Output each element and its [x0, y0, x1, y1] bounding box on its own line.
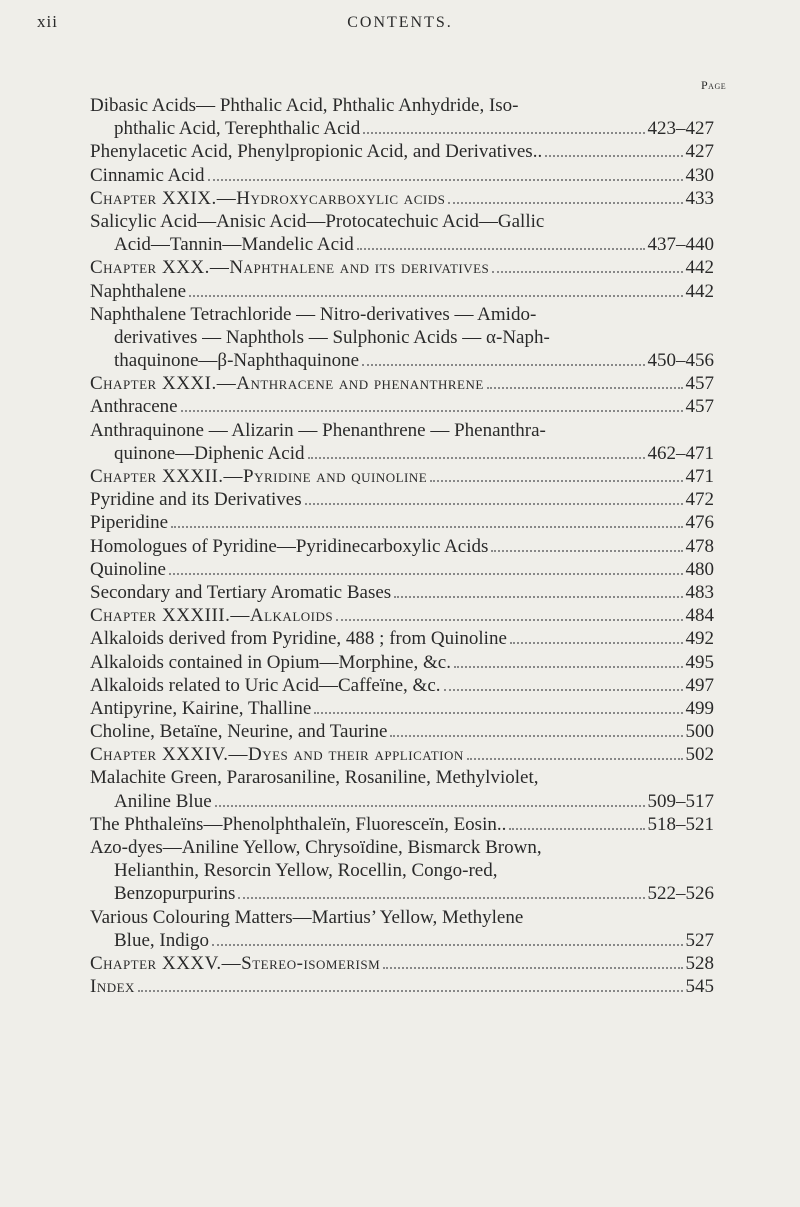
toc-line [90, 280, 714, 303]
dot-leader [487, 387, 683, 389]
entry-text: Naphthalene Tetrachloride — Nitro-derivatives — Amido- [90, 303, 537, 325]
entry-text: The Phthaleïns—Phenolphthaleïn, Fluoresceïn, Eosin.. [90, 813, 507, 835]
toc-entry [90, 140, 714, 163]
toc-entry [90, 836, 714, 906]
dot-leader [545, 155, 682, 157]
page-reference: 518–521 [647, 813, 714, 835]
toc-line [90, 117, 714, 140]
dot-leader [171, 526, 682, 528]
toc-line [90, 790, 714, 813]
page-reference: 522–526 [647, 883, 714, 905]
toc-line [90, 627, 714, 650]
toc-line [90, 419, 714, 442]
dot-leader [336, 619, 682, 621]
entry-text: Antipyrine, Kairine, Thalline [90, 697, 312, 719]
toc-line [90, 766, 714, 789]
page-number: xii [37, 12, 58, 31]
toc-chapter-entry [90, 465, 714, 488]
entry-text: Secondary and Tertiary Aromatic Bases [90, 581, 392, 603]
dot-leader [394, 596, 682, 598]
chapter-heading: Chapter XXX.—Naphthalene and its derivatives [90, 257, 490, 279]
page-reference: 471 [685, 466, 714, 487]
toc-entry [90, 511, 714, 534]
toc-entry [90, 813, 714, 836]
page-reference: 423–427 [647, 118, 714, 140]
running-header [0, 6, 800, 42]
dot-leader [189, 295, 682, 297]
entry-text: Azo-dyes—Aniline Yellow, Chrysoïdine, Bismarck Brown, [90, 837, 542, 858]
dot-leader [215, 805, 645, 807]
toc-chapter-entry [90, 975, 714, 998]
entry-text: Aniline Blue [114, 790, 212, 812]
toc-entry [90, 766, 714, 812]
dot-leader [138, 990, 683, 992]
toc-line [90, 349, 714, 372]
page-reference: 462–471 [647, 442, 714, 464]
dot-leader [208, 179, 683, 181]
toc-line [90, 442, 714, 465]
toc-entry [90, 651, 714, 674]
entry-text: Choline, Betaïne, Neurine, and Taurine [90, 721, 388, 743]
toc-line [90, 465, 714, 488]
toc-entry [90, 419, 714, 465]
entry-text: Quinoline [90, 558, 166, 580]
dot-leader [363, 132, 644, 134]
entry-text: Anthracene [90, 396, 178, 418]
entry-text: Naphthalene [90, 280, 187, 302]
page-reference: 492 [685, 628, 714, 650]
page-reference: 457 [685, 373, 714, 395]
chapter-heading: Chapter XXXIV.—Dyes and their application [90, 744, 464, 766]
toc-line [90, 975, 714, 998]
toc-line [90, 581, 714, 604]
entry-text: Salicylic Acid—Anisic Acid—Protocatechuic Acid—Gallic [90, 210, 545, 232]
page-reference: 480 [685, 558, 714, 580]
toc-chapter-entry [90, 187, 714, 210]
page-reference: 509–517 [647, 790, 714, 812]
toc-chapter-entry [90, 372, 714, 395]
toc-line [90, 210, 714, 233]
chapter-heading: Index [90, 976, 135, 998]
toc-entry [90, 558, 714, 581]
dot-leader [430, 480, 682, 482]
entry-text: Blue, Indigo [114, 929, 209, 951]
page-reference: 527 [685, 929, 714, 951]
dot-leader [357, 248, 645, 250]
toc-entry [90, 210, 714, 256]
toc-entry [90, 581, 714, 604]
toc-line [90, 558, 714, 581]
entry-text: Dibasic Acids— Phthalic Acid, Phthalic Anhydride, Iso- [90, 95, 519, 116]
dot-leader [467, 758, 683, 760]
toc-line [90, 697, 714, 720]
toc-line [90, 372, 714, 395]
toc-line [90, 720, 714, 743]
toc-chapter-entry [90, 952, 714, 975]
page-reference: 430 [685, 164, 714, 186]
toc-chapter-entry [90, 743, 714, 766]
page-column-label: Page [701, 78, 727, 92]
entry-text: Helianthin, Resorcin Yellow, Rocellin, Congo-red, [114, 860, 498, 882]
toc-entry [90, 627, 714, 650]
toc-line [90, 674, 714, 697]
toc-entry [90, 674, 714, 697]
page-reference: 472 [685, 489, 714, 511]
toc-line [90, 929, 714, 952]
page-reference: 427 [685, 141, 714, 163]
dot-leader [383, 967, 682, 969]
page-reference: 433 [685, 187, 714, 209]
entry-text: Phenylacetic Acid, Phenylpropionic Acid, and Derivatives.. [90, 141, 543, 163]
entry-text: thaquinone—β-Naphthaquinone [114, 350, 359, 372]
toc-line [90, 233, 714, 256]
page-reference: 545 [685, 976, 714, 998]
page-reference: 484 [685, 605, 714, 627]
dot-leader [314, 712, 682, 714]
toc-line [90, 859, 714, 882]
page-reference: 457 [685, 396, 714, 418]
toc-line [90, 395, 714, 418]
entry-text: Malachite Green, Pararosaniline, Rosaniline, Methylviolet, [90, 767, 539, 789]
entry-text: Alkaloids contained in Opium—Morphine, &c. [90, 651, 451, 673]
toc-line [90, 743, 714, 766]
entry-text: Cinnamic Acid [90, 164, 205, 186]
toc-line [90, 651, 714, 674]
toc-entry [90, 395, 714, 418]
entry-text: Alkaloids related to Uric Acid—Caffeïne, &c. [90, 674, 441, 696]
entry-text: Various Colouring Matters—Martius’ Yellow, Methylene [90, 906, 524, 928]
entry-text: derivatives — Naphthols — Sulphonic Acids — α-Naph- [114, 326, 550, 348]
chapter-heading: Chapter XXIX.—Hydroxycarboxylic acids [90, 187, 446, 209]
page-reference: 478 [685, 535, 714, 557]
table-of-contents [90, 94, 714, 998]
dot-leader [454, 666, 683, 668]
chapter-heading: Chapter XXXII.—Pyridine and quinoline [90, 466, 428, 487]
dot-leader [491, 550, 682, 552]
dot-leader [510, 642, 683, 644]
dot-leader [305, 503, 683, 505]
page-reference: 483 [685, 581, 714, 603]
toc-line [90, 604, 714, 627]
entry-text: Acid—Tannin—Mandelic Acid [114, 234, 354, 256]
toc-chapter-entry [90, 604, 714, 627]
dot-leader [169, 573, 683, 575]
chapter-heading: Chapter XXXV.—Stereo-isomerism [90, 952, 381, 974]
toc-line [90, 535, 714, 558]
page-reference: 497 [685, 674, 714, 696]
page-reference: 500 [685, 721, 714, 743]
entry-text: Benzopurpurins [114, 883, 236, 905]
dot-leader [181, 410, 683, 412]
page-reference: 442 [685, 257, 714, 279]
toc-chapter-entry [90, 256, 714, 279]
toc-entry [90, 94, 714, 140]
toc-entry [90, 164, 714, 187]
dot-leader [212, 944, 683, 946]
toc-line [90, 511, 714, 534]
toc-line [90, 813, 714, 836]
dot-leader [492, 271, 682, 273]
toc-line [90, 488, 714, 511]
dot-leader [238, 897, 644, 899]
running-title: CONTENTS. [347, 14, 453, 31]
toc-line [90, 303, 714, 326]
toc-entry [90, 906, 714, 952]
page-reference: 437–440 [647, 234, 714, 256]
dot-leader [390, 735, 682, 737]
toc-line [90, 187, 714, 210]
page-reference: 528 [685, 952, 714, 974]
toc-entry [90, 488, 714, 511]
page-reference: 450–456 [647, 350, 714, 372]
dot-leader [308, 457, 645, 459]
dot-leader [509, 828, 644, 830]
entry-text: Homologues of Pyridine—Pyridinecarboxylic Acids [90, 535, 489, 557]
toc-line [90, 882, 714, 905]
entry-text: Piperidine [90, 512, 169, 534]
entry-text: quinone—Diphenic Acid [114, 442, 305, 464]
toc-entry [90, 280, 714, 303]
page-reference: 502 [685, 744, 714, 766]
toc-entry [90, 303, 714, 373]
toc-entry [90, 720, 714, 743]
toc-line [90, 256, 714, 279]
entry-text: phthalic Acid, Terephthalic Acid [114, 118, 361, 140]
toc-line [90, 906, 714, 929]
toc-line [90, 836, 714, 859]
entry-text: Anthraquinone — Alizarin — Phenanthrene — Phenanthra- [90, 419, 546, 441]
toc-line [90, 94, 714, 117]
page-reference: 476 [685, 512, 714, 534]
dot-leader [362, 364, 645, 366]
toc-line [90, 140, 714, 163]
toc-entry [90, 697, 714, 720]
entry-text: Pyridine and its Derivatives [90, 489, 302, 511]
toc-entry [90, 535, 714, 558]
entry-text: Alkaloids derived from Pyridine, 488 ; from Quinoline [90, 628, 507, 650]
page-reference: 499 [685, 697, 714, 719]
toc-line [90, 326, 714, 349]
chapter-heading: Chapter XXXIII.—Alkaloids [90, 605, 334, 627]
dot-leader [448, 202, 682, 204]
dot-leader [444, 689, 683, 691]
toc-line [90, 952, 714, 975]
page-reference: 442 [685, 280, 714, 302]
toc-line [90, 164, 714, 187]
page-reference: 495 [685, 651, 714, 673]
chapter-heading: Chapter XXXI.—Anthracene and phenanthrene [90, 373, 484, 395]
